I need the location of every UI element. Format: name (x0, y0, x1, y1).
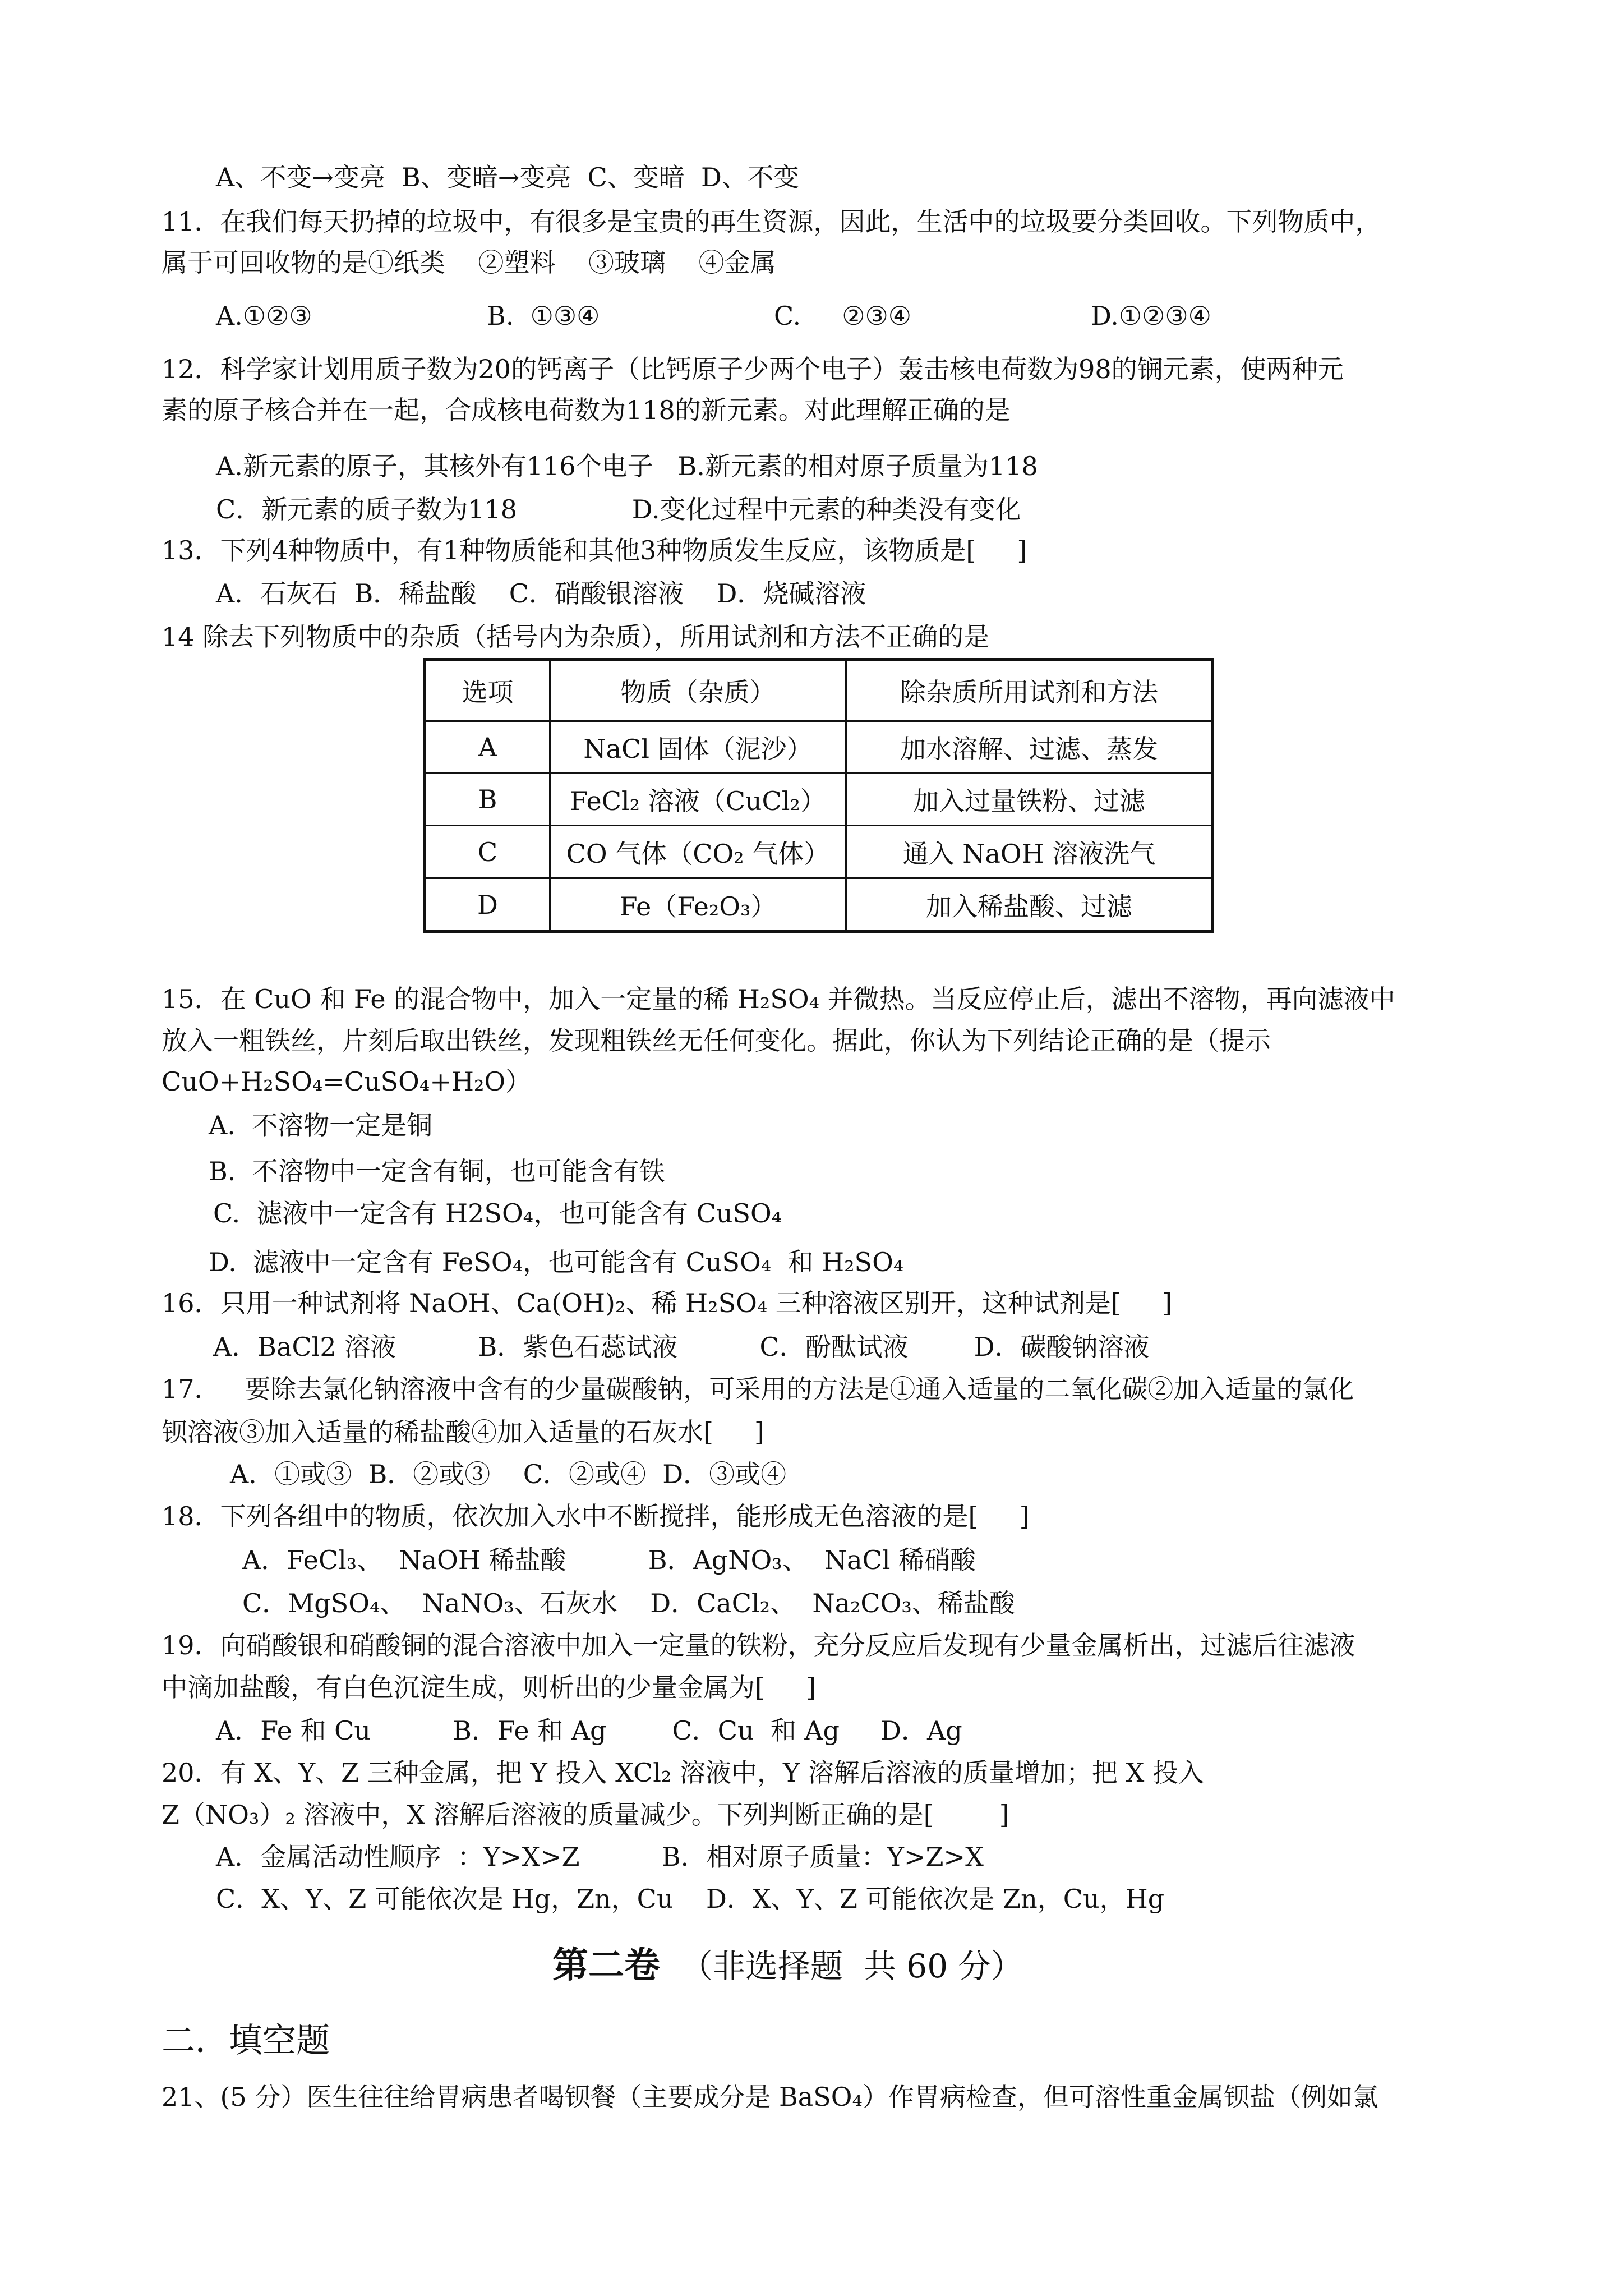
table-header-cell: 除杂质所用试剂和方法 (900, 677, 1158, 707)
q11-option-b: B. ①③④ (487, 301, 600, 331)
q10-options: A、不变→变亮 B、变暗→变亮 C、变暗 D、不变 (216, 162, 799, 192)
q15-option-b: B. 不溶物中一定含有铜，也可能含有铁 (209, 1156, 665, 1186)
q21-line1: 21、(5 分）医生往往给胃病患者喝钡餐（主要成分是 BaSO₄）作胃病检查，但可溶性重金属钡盐（例如氯 (162, 2082, 1378, 2112)
q17-options: A．①或③ B．②或③ C．②或④ D．③或④ (230, 1459, 787, 1489)
table-header-row (426, 661, 1211, 720)
table-cell: CO 气体（CO₂ 气体） (551, 826, 847, 877)
q15-line3: CuO+H₂SO₄=CuSO₄+H₂O） (162, 1066, 532, 1097)
q12-options-cd: C．新元素的质子数为118 D.变化过程中元素的种类没有变化 (216, 494, 1021, 524)
q20-options-ab: A．金属活动性顺序 ：Y>X>Z B．相对原子质量：Y>Z>X (216, 1842, 984, 1872)
table-row (426, 877, 1211, 930)
table-cell: 通入 NaOH 溶液洗气 (902, 838, 1156, 869)
part-two-title: 第二卷 (552, 1945, 660, 1986)
q20-options-cd: C．X、Y、Z 可能依次是 Hg，Zn，Cu D．X、Y、Z 可能依次是 Zn，Cu，Hg (216, 1884, 1165, 1914)
q11-line2: 属于可回收物的是①纸类 ②塑料 ③玻璃 ④金属 (162, 247, 776, 278)
section-two-title: 二．填空题 (162, 2021, 330, 2060)
table-row (426, 772, 1211, 825)
q14-table (423, 658, 1214, 933)
q11-option-d: D.①②③④ (1091, 301, 1211, 331)
q11-line1: 11．在我们每天扔掉的垃圾中，有很多是宝贵的再生资源，因此，生活中的垃圾要分类回收。下列物质中， (162, 206, 1381, 237)
table-cell: Fe（Fe₂O₃） (551, 879, 847, 930)
q15-line1: 15．在 CuO 和 Fe 的混合物中，加入一定量的稀 H₂SO₄ 并微热。当反应停止后，滤出不溶物，再向滤液中 (162, 984, 1395, 1014)
q15-option-c: C. 滤液中一定含有 H2SO₄，也可能含有 CuSO₄ (213, 1198, 782, 1228)
q18-options-ab: A．FeCl₃、 NaOH 稀盐酸 B．AgNO₃、 NaCl 稀硝酸 (242, 1545, 976, 1575)
q15-line2: 放入一粗铁丝，片刻后取出铁丝，发现粗铁丝无任何变化。据此，你认为下列结论正确的是（提示 (162, 1025, 1271, 1056)
part-two-heading (552, 1945, 1023, 1986)
table-cell: 加入过量铁粉、过滤 (913, 785, 1145, 816)
q13-line1: 13．下列4种物质中，有1种物质能和其他3种物质发生反应，该物质是[ ] (162, 535, 1027, 565)
q18-line1: 18．下列各组中的物质，依次加入水中不断搅拌，能形成无色溶液的是[ ] (162, 1501, 1030, 1531)
q20-line1: 20．有 X、Y、Z 三种金属，把 Y 投入 XCl₂ 溶液中，Y 溶解后溶液的质量增加；把 X 投入 (162, 1757, 1204, 1788)
table-cell: A (426, 722, 551, 772)
table-cell: 加入稀盐酸、过滤 (926, 891, 1132, 922)
q20-line2: Z（NO₃）₂ 溶液中，X 溶解后溶液的质量减少。下列判断正确的是[ ] (162, 1800, 1009, 1830)
q11-option-c: C. ②③④ (774, 301, 912, 331)
table-cell: 加水溶解、过滤、蒸发 (900, 733, 1158, 764)
q12-line2: 素的原子核合并在一起，合成核电荷数为118的新元素。对此理解正确的是 (162, 395, 1011, 425)
q15-option-d: D. 滤液中一定含有 FeSO₄，也可能含有 CuSO₄ 和 H₂SO₄ (209, 1247, 904, 1277)
q11-option-a: A.①②③ (216, 301, 312, 331)
q15-option-a: A. 不溶物一定是铜 (209, 1110, 433, 1140)
q17-line2: 钡溶液③加入适量的稀盐酸④加入适量的石灰水[ ] (162, 1417, 765, 1447)
table-cell: NaCl 固体（泥沙） (551, 722, 847, 772)
q18-options-cd: C．MgSO₄、 NaNO₃、石灰水 D．CaCl₂、 Na₂CO₃、稀盐酸 (242, 1588, 1015, 1618)
q14-line1: 14 除去下列物质中的杂质（括号内为杂质），所用试剂和方法不正确的是 (162, 622, 990, 652)
q16-options: A．BaCl2 溶液 B．紫色石蕊试液 C．酚酞试液 D．碳酸钠溶液 (213, 1332, 1150, 1362)
q16-line1: 16．只用一种试剂将 NaOH、Ca(OH)₂、稀 H₂SO₄ 三种溶液区别开，这种试剂是[ ] (162, 1288, 1172, 1318)
table-cell: D (426, 879, 551, 930)
q19-line1: 19．向硝酸银和硝酸铜的混合溶液中加入一定量的铁粉，充分反应后发现有少量金属析出，过滤后往滤液 (162, 1630, 1355, 1660)
part-two-subtitle: （非选择题 共 60 分） (680, 1947, 1023, 1985)
table-row (426, 825, 1211, 877)
q12-line1: 12．科学家计划用质子数为20的钙离子（比钙原子少两个电子）轰击核电荷数为98的锎元素，使两种元 (162, 354, 1344, 384)
table-cell: FeCl₂ 溶液（CuCl₂） (551, 774, 847, 825)
table-cell: B (426, 774, 551, 825)
q19-line2: 中滴加盐酸，有白色沉淀生成，则析出的少量金属为[ ] (162, 1672, 817, 1703)
q13-options: A．石灰石 B．稀盐酸 C．硝酸银溶液 D．烧碱溶液 (216, 578, 866, 609)
q12-options-ab: A.新元素的原子，其核外有116个电子 B.新元素的相对原子质量为118 (216, 451, 1038, 481)
q19-options: A．Fe 和 Cu B．Fe 和 Ag C．Cu 和 Ag D．Ag (216, 1715, 962, 1746)
table-header-cell: 物质（杂质） (551, 661, 847, 720)
table-row (426, 720, 1211, 772)
table-cell: C (426, 826, 551, 877)
q17-line1: 17． 要除去氯化钠溶液中含有的少量碳酸钠，可采用的方法是①通入适量的二氧化碳②加入适量的氯化 (162, 1374, 1354, 1404)
table-header-cell: 选项 (426, 661, 551, 720)
